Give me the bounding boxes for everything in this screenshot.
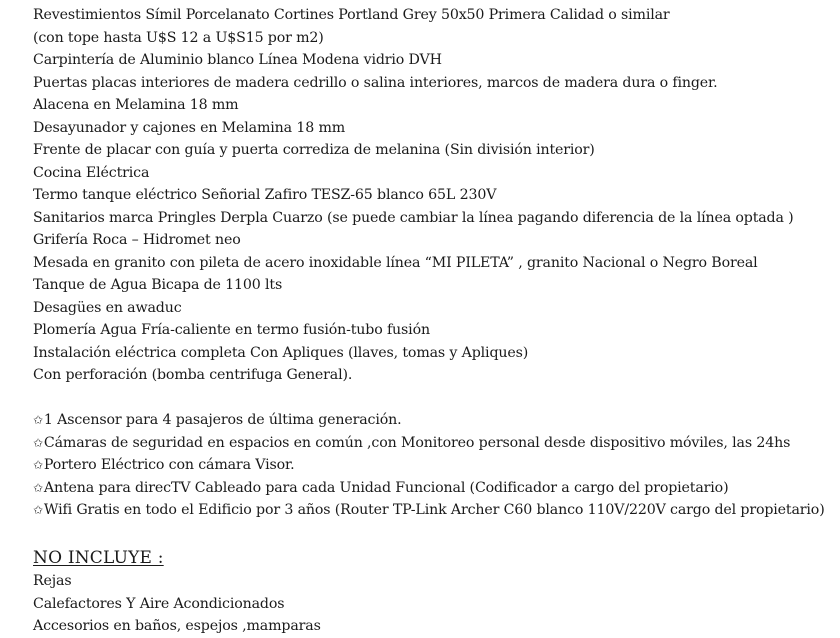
list-item: Grifería Roca – Hidromet neo bbox=[33, 232, 241, 248]
amenity-text: Wifi Gratis en todo el Edificio por 3 años (Router TP-Link Archer C60 blanco 110V/220V cargo del propietario) bbox=[43, 502, 825, 518]
list-item: Frente de placar con guía y puerta corrediza de melanina (Sin división interior) bbox=[33, 142, 595, 158]
amenities-list bbox=[33, 409, 833, 522]
list-item: Accesorios en baños, espejos ,mamparas bbox=[33, 618, 321, 634]
list-item: Con perforación (bomba centrifuga General). bbox=[33, 367, 353, 383]
list-item: Revestimientos Símil Porcelanato Cortines Portland Grey 50x50 Primera Calidad o similar bbox=[33, 7, 670, 23]
amenity-text: Portero Eléctrico con cámara Visor. bbox=[43, 457, 295, 473]
list-item: Calefactores Y Aire Acondicionados bbox=[33, 595, 285, 612]
list-item: Termo tanque eléctrico Señorial Zafiro TESZ-65 blanco 65L 230V bbox=[33, 187, 497, 203]
list-item: Carpintería de Aluminio blanco Línea Modena vidrio DVH bbox=[33, 52, 442, 68]
star-icon: ✩ bbox=[33, 503, 43, 517]
document-body bbox=[33, 4, 833, 638]
amenity-item bbox=[33, 409, 833, 432]
amenity-item bbox=[33, 432, 833, 455]
list-item: Plomería Agua Fría-caliente en termo fusión-tubo fusión bbox=[33, 322, 430, 338]
list-item: Instalación eléctrica completa Con Apliques (llaves, tomas y Apliques) bbox=[33, 344, 529, 361]
spacer bbox=[33, 522, 833, 545]
includes-list bbox=[33, 4, 833, 387]
amenity-text: Antena para direcTV Cableado para cada Unidad Funcional (Codificador a cargo del propietario) bbox=[43, 479, 729, 496]
amenity-item bbox=[33, 454, 833, 477]
list-item: Puertas placas interiores de madera cedrillo o salina interiores, marcos de madera dura o finger. bbox=[33, 74, 718, 91]
section-heading: NO INCLUYE : bbox=[33, 548, 164, 568]
list-item: Sanitarios marca Pringles Derpla Cuarzo (se puede cambiar la línea pagando diferencia de la línea optada ) bbox=[33, 209, 794, 226]
spacer bbox=[33, 387, 833, 410]
amenity-item bbox=[33, 477, 833, 500]
list-item: (con tope hasta U$S 12 a U$S15 por m2) bbox=[33, 29, 324, 46]
star-icon: ✩ bbox=[33, 458, 43, 472]
list-item: Desagües en awaduc bbox=[33, 299, 182, 316]
amenity-item bbox=[33, 499, 833, 522]
star-icon: ✩ bbox=[33, 435, 43, 450]
star-icon: ✩ bbox=[33, 480, 43, 495]
list-item: Rejas bbox=[33, 573, 72, 589]
list-item: Tanque de Agua Bicapa de 1100 lts bbox=[33, 277, 283, 293]
list-item: Alacena en Melamina 18 mm bbox=[33, 97, 239, 113]
list-item: Mesada en granito con pileta de acero inoxidable línea “MI PILETA” , granito Nacional o Negro Boreal bbox=[33, 254, 758, 271]
star-icon: ✩ bbox=[33, 413, 43, 427]
list-item: Cocina Eléctrica bbox=[33, 164, 150, 181]
amenity-text: 1 Ascensor para 4 pasajeros de última generación. bbox=[43, 412, 402, 428]
list-item: Desayunador y cajones en Melamina 18 mm bbox=[33, 119, 346, 136]
amenity-text: Cámaras de seguridad en espacios en común ,con Monitoreo personal desde dispositivo móviles, las 24hs bbox=[43, 434, 791, 451]
not-included-section bbox=[33, 546, 833, 638]
